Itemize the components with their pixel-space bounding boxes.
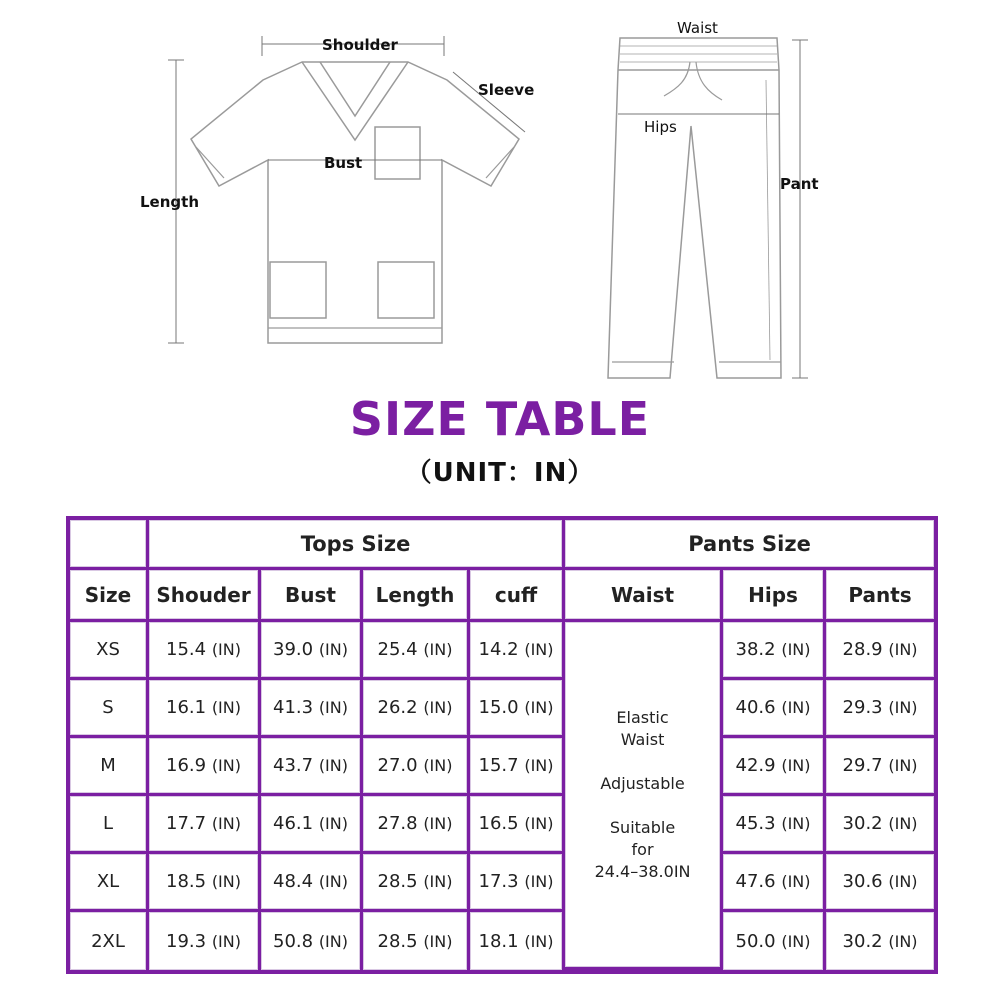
hips-label: Hips: [644, 118, 677, 136]
scrub-top-outline: [191, 62, 519, 343]
length-label: Length: [140, 193, 199, 211]
shoulder-label: Shoulder: [322, 36, 398, 54]
size-cell: M: [70, 738, 149, 796]
waist-note-line: Elastic: [616, 707, 669, 727]
table-row: [70, 680, 934, 738]
corner-cell: [70, 520, 149, 570]
cuff-cell: 15.7 (IN): [470, 738, 565, 796]
scrub-top-collar: [302, 62, 408, 140]
col-header-pants: Pants: [826, 570, 934, 622]
size-cell: 2XL: [70, 912, 149, 970]
length-cell: 28.5 (IN): [363, 912, 470, 970]
shoulder-cell: 16.9 (IN): [149, 738, 261, 796]
length-cell: 26.2 (IN): [363, 680, 470, 738]
pants-drawstring: [664, 62, 722, 100]
length-cell: 27.8 (IN): [363, 796, 470, 854]
hips-cell: 42.9 (IN): [723, 738, 826, 796]
cuff-cell: 15.0 (IN): [470, 680, 565, 738]
right-pocket: [378, 262, 434, 318]
hips-cell: 45.3 (IN): [723, 796, 826, 854]
size-cell: XS: [70, 622, 149, 680]
column-header-row: [70, 570, 934, 622]
size-cell: XL: [70, 854, 149, 912]
bust-label: Bust: [324, 154, 363, 172]
hips-cell: 40.6 (IN): [723, 680, 826, 738]
bust-cell: 39.0 (IN): [261, 622, 363, 680]
pants-cell: 29.7 (IN): [826, 738, 934, 796]
col-header-length: Length: [363, 570, 470, 622]
shoulder-cell: 19.3 (IN): [149, 912, 261, 970]
waist-note-line: for: [631, 839, 654, 859]
shoulder-cell: 17.7 (IN): [149, 796, 261, 854]
col-header-waist: Waist: [565, 570, 723, 622]
length-cell: 28.5 (IN): [363, 854, 470, 912]
col-header-cuff: cuff: [470, 570, 565, 622]
table-row: [70, 738, 934, 796]
bust-cell: 48.4 (IN): [261, 854, 363, 912]
pants-size-header: Pants Size: [565, 520, 934, 570]
bust-cell: 43.7 (IN): [261, 738, 363, 796]
length-cell: 27.0 (IN): [363, 738, 470, 796]
col-header-hips: Hips: [723, 570, 826, 622]
length-cell: 25.4 (IN): [363, 622, 470, 680]
table-row: [70, 912, 934, 970]
group-header-row: [70, 520, 934, 570]
unit-subtitle: （UNIT：IN）: [405, 458, 595, 488]
pants-cell: 29.3 (IN): [826, 680, 934, 738]
cuff-cell: 18.1 (IN): [470, 912, 565, 970]
cuff-cell: 17.3 (IN): [470, 854, 565, 912]
size-cell: L: [70, 796, 149, 854]
pants-cell: 30.2 (IN): [826, 796, 934, 854]
shoulder-cell: 15.4 (IN): [149, 622, 261, 680]
waist-note-line: Waist: [620, 729, 665, 749]
pant-label: Pant: [780, 175, 819, 193]
table-row: [70, 796, 934, 854]
shoulder-cell: 16.1 (IN): [149, 680, 261, 738]
col-header-bust: Bust: [261, 570, 363, 622]
bust-cell: 46.1 (IN): [261, 796, 363, 854]
waist-note-line: 24.4–38.0IN: [594, 861, 691, 881]
table-row: [70, 622, 934, 680]
measurement-diagram: [0, 0, 1000, 390]
tops-size-header: Tops Size: [149, 520, 565, 570]
cuff-cell: 14.2 (IN): [470, 622, 565, 680]
waist-note-line: Suitable: [609, 817, 676, 837]
chest-pocket: [375, 127, 420, 179]
size-cell: S: [70, 680, 149, 738]
bust-cell: 41.3 (IN): [261, 680, 363, 738]
sleeve-label: Sleeve: [478, 81, 535, 99]
size-table: [66, 516, 938, 974]
size-table-title: SIZE TABLE: [349, 392, 651, 446]
cuff-cell: 16.5 (IN): [470, 796, 565, 854]
pants-cell: 30.2 (IN): [826, 912, 934, 970]
waist-label: Waist: [677, 19, 718, 37]
bust-cell: 50.8 (IN): [261, 912, 363, 970]
waist-note-line: Adjustable: [600, 773, 685, 793]
table-row: [70, 854, 934, 912]
left-pocket: [270, 262, 326, 318]
col-header-size: Size: [70, 570, 149, 622]
pants-cell: 28.9 (IN): [826, 622, 934, 680]
hips-cell: 47.6 (IN): [723, 854, 826, 912]
shoulder-cell: 18.5 (IN): [149, 854, 261, 912]
col-header-shoulder: Shouder: [149, 570, 261, 622]
hips-cell: 38.2 (IN): [723, 622, 826, 680]
scrub-pants-outline: [608, 38, 781, 378]
pants-cell: 30.6 (IN): [826, 854, 934, 912]
hips-cell: 50.0 (IN): [723, 912, 826, 970]
waist-note-cell: [565, 622, 723, 970]
